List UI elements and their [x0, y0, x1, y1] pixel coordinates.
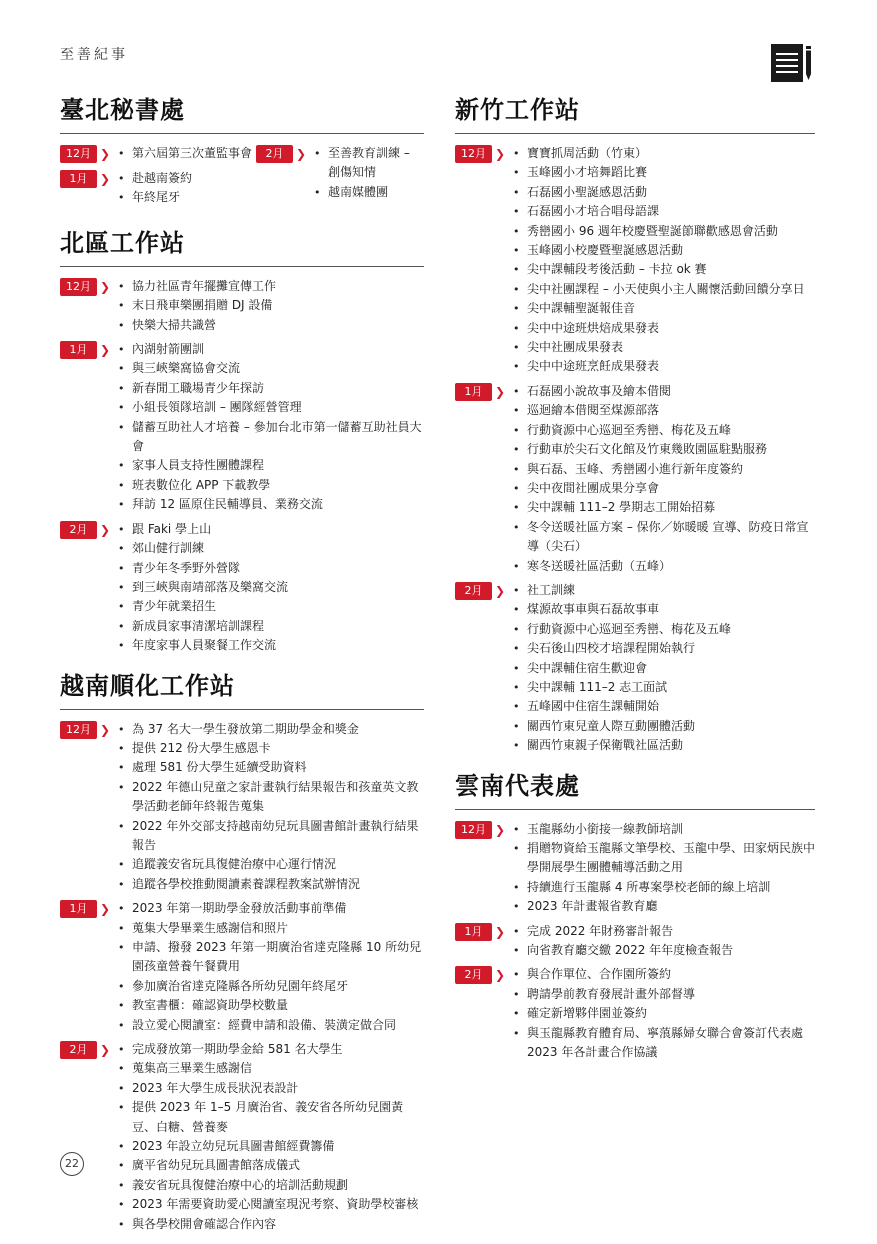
list-item: • 年度家事人員聚餐工作交流 — [118, 636, 424, 655]
month-badge: 12月 — [60, 278, 97, 296]
list-item: • 郊山健行訓練 — [118, 539, 424, 558]
arrow-marker-icon: ❯ — [495, 968, 506, 983]
month-badge: 2月 — [60, 1041, 97, 1059]
list-item: • 拜訪 12 區原住民輔導員、業務交流 — [118, 495, 424, 514]
left-column — [60, 90, 424, 1244]
list-item: • 五峰國中住宿生課輔開始 — [513, 697, 815, 716]
item-list — [506, 820, 815, 917]
month-badge: 2月 — [455, 582, 492, 600]
month-group — [60, 720, 424, 895]
month-group — [455, 820, 815, 917]
section-title: 北區工作站 — [60, 223, 424, 267]
list-item: • 2023 年第一期助學金發放活動事前準備 — [118, 899, 424, 918]
item-list — [111, 169, 256, 208]
list-item: • 尖中中途班烹飪成果發表 — [513, 357, 815, 376]
item-list — [307, 144, 424, 202]
list-item: • 儲蓄互助社人才培養 – 參加台北市第一儲蓄互助社員大會 — [118, 418, 424, 457]
month-group — [60, 340, 424, 515]
month-group — [256, 144, 424, 202]
list-item: • 家事人員支持性團體課程 — [118, 456, 424, 475]
section-yunnan — [455, 766, 815, 1063]
item-list — [506, 965, 815, 1062]
list-item: • 2023 年需要資助愛心閱讀室現況考察、資助學校審核 — [118, 1195, 424, 1214]
month-group — [60, 1040, 424, 1234]
arrow-marker-icon: ❯ — [495, 384, 506, 399]
list-item: • 至善教育訓練 – 創傷知情 — [314, 144, 424, 183]
list-item: • 行動資源中心巡迴至秀巒、梅花及五峰 — [513, 421, 815, 440]
item-list — [111, 1040, 424, 1234]
list-item: • 煤源故事車與石磊故事車 — [513, 600, 815, 619]
list-item: • 尖中課輔 111–2 學期志工開始招募 — [513, 498, 815, 517]
list-item: • 捐贈物資給玉龍縣文筆學校、玉龍中學、田家炳民族中學開展學生團體輔導活動之用 — [513, 839, 815, 878]
section-north — [60, 223, 424, 656]
month-group — [455, 382, 815, 576]
list-item: • 末日飛車樂團捐贈 DJ 設備 — [118, 296, 424, 315]
page-number: 22 — [60, 1152, 84, 1176]
list-item: • 社工訓練 — [513, 581, 815, 600]
arrow-marker-icon: ❯ — [495, 147, 506, 161]
list-item: • 青少年冬季野外營隊 — [118, 559, 424, 578]
list-item: • 尖中社團成果發表 — [513, 338, 815, 357]
taipei-right-part — [256, 144, 424, 213]
list-item: • 第六屆第三次董監事會 — [118, 144, 256, 163]
section-title: 雲南代表處 — [455, 766, 815, 810]
arrow-marker-icon: ❯ — [100, 147, 111, 161]
list-item: • 2023 年大學生成長狀況表設計 — [118, 1079, 424, 1098]
list-item: • 聘請學前教育發展計畫外部督導 — [513, 985, 815, 1004]
arrow-marker-icon: ❯ — [100, 902, 111, 917]
month-badge: 1月 — [60, 900, 97, 918]
month-badge: 2月 — [256, 145, 293, 163]
list-item: • 石磊國小說故事及繪本借閱 — [513, 382, 815, 401]
list-item: • 持續進行玉龍縣 4 所專案學校老師的線上培訓 — [513, 878, 815, 897]
list-item: • 提供 212 份大學生感恩卡 — [118, 739, 424, 758]
list-item: • 教室書櫃：確認資助學校數量 — [118, 996, 424, 1015]
month-badge: 1月 — [455, 923, 492, 941]
month-badge: 1月 — [60, 341, 97, 359]
list-item: • 赴越南簽約 — [118, 169, 256, 188]
list-item: • 與石磊、玉峰、秀巒國小進行新年度簽約 — [513, 460, 815, 479]
arrow-marker-icon: ❯ — [495, 583, 506, 598]
arrow-marker-icon: ❯ — [495, 924, 506, 939]
month-group — [60, 144, 256, 164]
list-item: • 2022 年外交部支持越南幼兒玩具圖書館計畫執行結果報告 — [118, 817, 424, 856]
list-item: • 尖中夜間社團成果分享會 — [513, 479, 815, 498]
month-badge: 2月 — [60, 521, 97, 539]
list-item: • 追蹤義安省玩具復健治療中心運行情況 — [118, 855, 424, 874]
month-badge: 12月 — [60, 721, 97, 739]
arrow-marker-icon: ❯ — [100, 279, 111, 294]
list-item: • 尖中課輔聖誕報佳音 — [513, 299, 815, 318]
arrow-marker-icon: ❯ — [100, 1043, 111, 1058]
list-item: • 參加廣治省達克隆縣各所幼兒園年終尾牙 — [118, 977, 424, 996]
list-item: • 班表數位化 APP 下載教學 — [118, 476, 424, 495]
list-item: • 跟 Faki 學上山 — [118, 520, 424, 539]
list-item: • 秀巒國小 96 週年校慶暨聖誕節聯歡感恩會活動 — [513, 222, 815, 241]
arrow-marker-icon: ❯ — [100, 722, 111, 737]
month-badge: 1月 — [455, 383, 492, 401]
list-item: • 尖中社團課程 – 小天使與小主人關懷活動回饋分享日 — [513, 280, 815, 299]
taipei-left-part — [60, 144, 256, 213]
list-item: • 關西竹東親子保衛戰社區活動 — [513, 736, 815, 755]
list-item: • 尖石後山四校才培課程開始執行 — [513, 639, 815, 658]
section-title: 臺北秘書處 — [60, 90, 424, 134]
item-list — [506, 144, 815, 377]
list-item: • 完成 2022 年財務審計報告 — [513, 922, 815, 941]
arrow-marker-icon: ❯ — [495, 822, 506, 837]
running-head: 至善紀事 — [60, 47, 128, 63]
list-item: • 蒐集大學畢業生感謝信和照片 — [118, 919, 424, 938]
list-item: • 處理 581 份大學生延續受助資料 — [118, 758, 424, 777]
list-item: • 年終尾牙 — [118, 188, 256, 207]
list-item: • 蒐集高三畢業生感謝信 — [118, 1059, 424, 1078]
section-hsinchu — [455, 90, 815, 756]
month-group — [455, 144, 815, 377]
list-item: • 新春閒工職場青少年探訪 — [118, 379, 424, 398]
list-item: • 新成員家事清潔培訓課程 — [118, 617, 424, 636]
month-badge: 12月 — [455, 821, 492, 839]
list-item: • 向省教育廳交繳 2022 年年度檢查報告 — [513, 941, 815, 960]
month-group — [455, 581, 815, 756]
list-item: • 廣平省幼兒玩具圖書館落成儀式 — [118, 1156, 424, 1175]
list-item: • 小組長領隊培訓 – 團隊經營管理 — [118, 398, 424, 417]
item-list — [506, 922, 815, 961]
arrow-marker-icon: ❯ — [100, 172, 111, 186]
item-list — [111, 340, 424, 515]
list-item: • 協力社區青年擺攤宣傳工作 — [118, 277, 424, 296]
list-item: • 石磊國小聖誕感恩活動 — [513, 183, 815, 202]
arrow-marker-icon: ❯ — [100, 522, 111, 537]
list-item: • 石磊國小才培合唱母語課 — [513, 202, 815, 221]
list-item: • 與三峽樂窩協會交流 — [118, 359, 424, 378]
month-badge: 12月 — [60, 145, 97, 163]
month-badge: 12月 — [455, 145, 492, 163]
list-item: • 2023 年計畫報省教育廳 — [513, 897, 815, 916]
list-item: • 玉峰國小校慶暨聖誕感恩活動 — [513, 241, 815, 260]
list-item: • 提供 2023 年 1–5 月廣治省、義安省各所幼兒園黃豆、白糖、營養麥 — [118, 1098, 424, 1137]
list-item: • 尖中中途班烘焙成果發表 — [513, 319, 815, 338]
list-item: • 行動資源中心巡迴至秀巒、梅花及五峰 — [513, 620, 815, 639]
list-item: • 追蹤各學校推動閱讀素養課程教案試辦情況 — [118, 875, 424, 894]
month-badge: 2月 — [455, 966, 492, 984]
list-item: • 行動車於尖石文化館及竹東幾敗園區駐點服務 — [513, 440, 815, 459]
list-item: • 到三峽與南靖部落及樂窩交流 — [118, 578, 424, 597]
list-item: • 義安省玩具復健治療中心的培訓活動規劃 — [118, 1176, 424, 1195]
list-item: • 青少年就業招生 — [118, 597, 424, 616]
month-group — [455, 965, 815, 1062]
list-item: • 關西竹東兒童人際互動團體活動 — [513, 717, 815, 736]
list-item: • 寒冬送暖社區活動（五峰） — [513, 557, 815, 576]
item-list — [111, 277, 424, 335]
list-item: • 完成發放第一期助學金給 581 名大學生 — [118, 1040, 424, 1059]
arrow-marker-icon: ❯ — [100, 343, 111, 358]
list-item: • 尖中課輔段考後活動 – 卡拉 ok 賽 — [513, 260, 815, 279]
arrow-marker-icon: ❯ — [296, 147, 307, 161]
list-item: • 寶寶抓周活動（竹東） — [513, 144, 815, 163]
list-item: • 2022 年德山兒童之家計畫執行結果報告和孩童英文教學活動老師年終報告蒐集 — [118, 778, 424, 817]
month-group — [60, 277, 424, 335]
list-item: • 2023 年設立幼兒玩具圖書館經費籌備 — [118, 1137, 424, 1156]
item-list — [111, 899, 424, 1035]
item-list — [111, 520, 424, 656]
list-item: • 玉峰國小才培舞蹈比賽 — [513, 163, 815, 182]
month-group — [60, 169, 256, 208]
item-list — [506, 382, 815, 576]
section-taipei — [60, 90, 424, 213]
list-item: • 內湖射箭團訓 — [118, 340, 424, 359]
item-list — [111, 720, 424, 895]
notebook-pencil-icon — [771, 44, 813, 82]
month-group — [455, 922, 815, 961]
list-item: • 越南媒體團 — [314, 183, 424, 202]
list-item: • 為 37 名大一學生發放第二期助學金和獎金 — [118, 720, 424, 739]
list-item: • 尖中課輔住宿生歡迎會 — [513, 659, 815, 678]
month-group — [60, 899, 424, 1035]
list-item: • 巡迴繪本借閱至煤源部落 — [513, 401, 815, 420]
list-item: • 設立愛心閱讀室：經費申請和設備、裝潢定做合同 — [118, 1016, 424, 1035]
taipei-columns — [60, 144, 424, 213]
list-item: • 快樂大掃共識營 — [118, 316, 424, 335]
right-column — [455, 90, 815, 1072]
section-title: 新竹工作站 — [455, 90, 815, 134]
list-item: • 與合作單位、合作園所簽約 — [513, 965, 815, 984]
list-item: • 玉龍縣幼小銜接一線教師培訓 — [513, 820, 815, 839]
section-title: 越南順化工作站 — [60, 666, 424, 710]
month-group — [60, 520, 424, 656]
list-item: • 確定新增夥伴園並簽約 — [513, 1004, 815, 1023]
item-list — [111, 144, 256, 163]
list-item: • 申請、撥發 2023 年第一期廣治省達克隆縣 10 所幼兒園孩童營養午餐費用 — [118, 938, 424, 977]
list-item: • 冬令送暖社區方案 – 保你／妳暖暖 宣導、防疫日常宣導（尖石） — [513, 518, 815, 557]
list-item: • 與玉龍縣教育體育局、寧蒗縣婦女聯合會簽訂代表處 2023 年各計畫合作協議 — [513, 1024, 815, 1063]
month-badge: 1月 — [60, 170, 97, 188]
item-list — [506, 581, 815, 756]
list-item: • 尖中課輔 111–2 志工面試 — [513, 678, 815, 697]
list-item: • 與各學校開會確認合作內容 — [118, 1215, 424, 1234]
section-vietnam — [60, 666, 424, 1235]
